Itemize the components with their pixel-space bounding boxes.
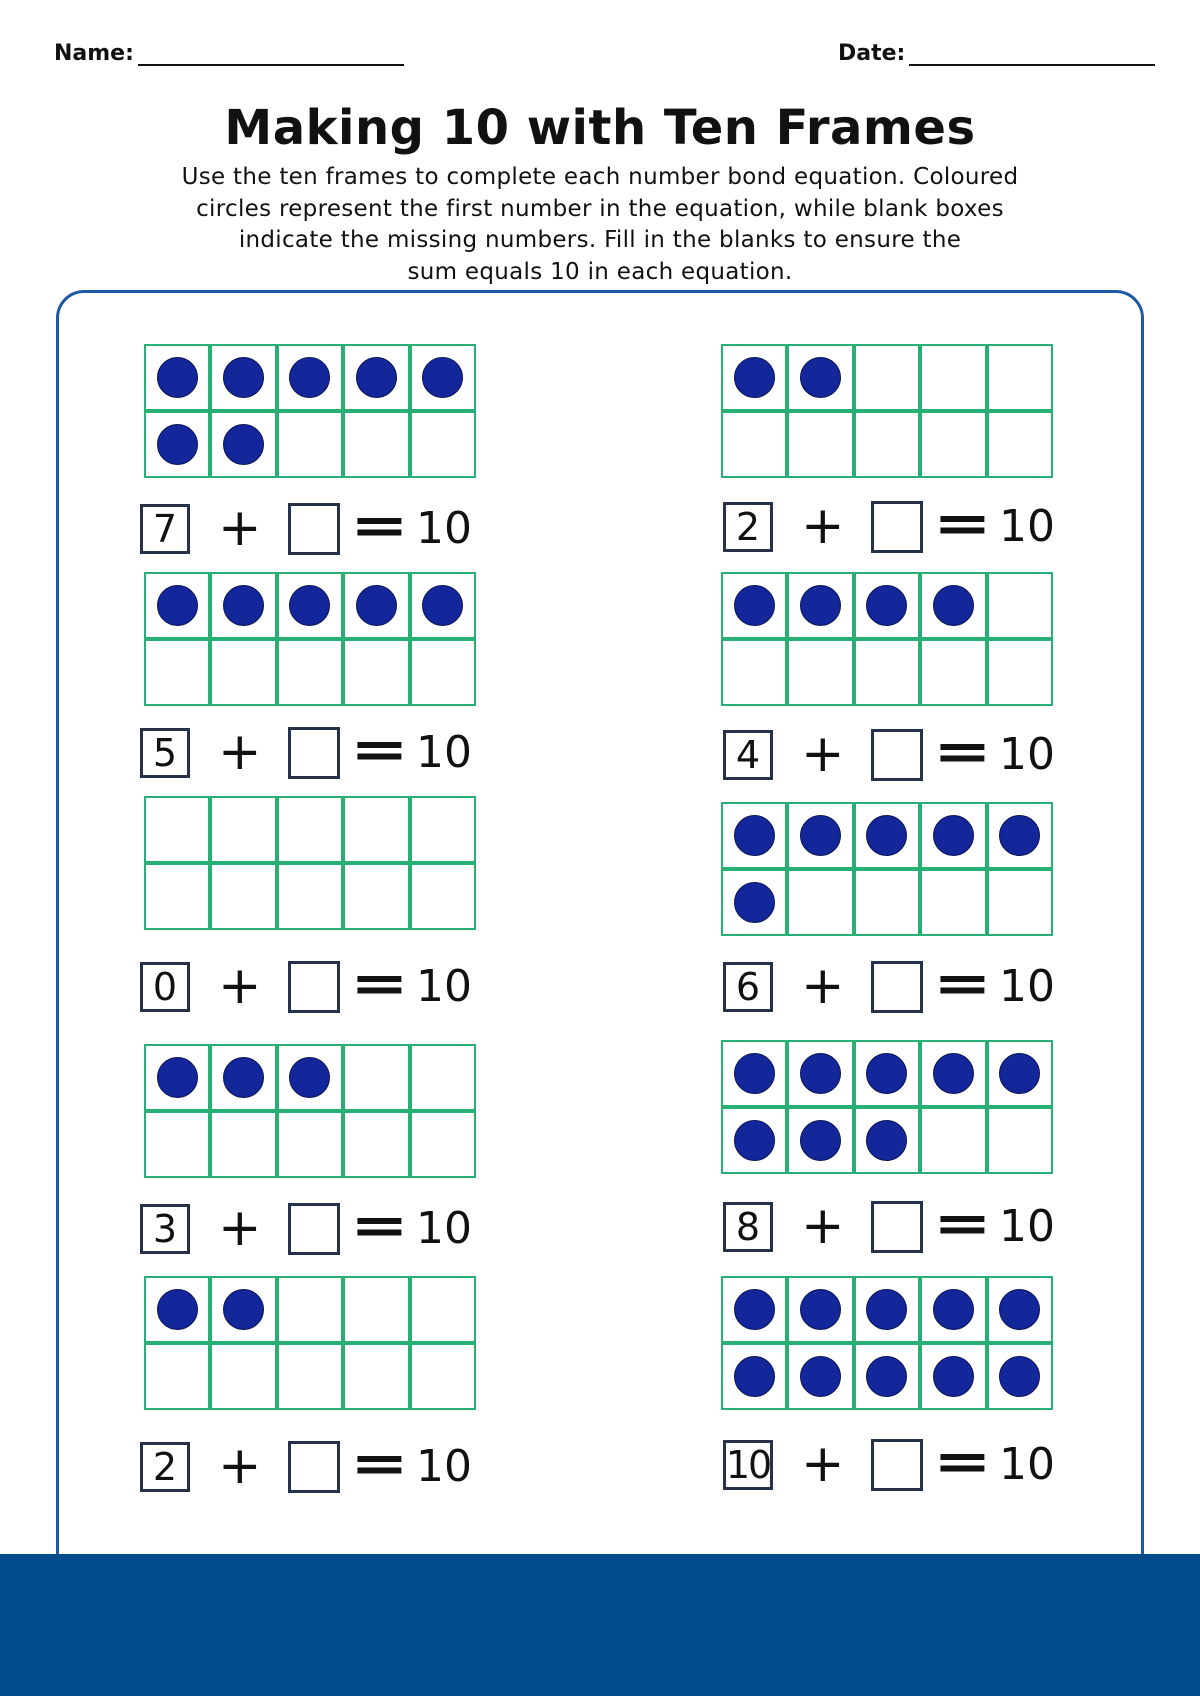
first-number-box: 3 [140,1204,190,1254]
ten-frame-cell [723,574,785,637]
ten-frame-cell [412,346,474,409]
target-sum: 10 [999,961,1055,1012]
ten-frame-cell [345,413,407,476]
counter-dot [734,815,775,856]
ten-frame-cell [146,865,208,928]
ten-frame-cell [345,1113,407,1176]
answer-box[interactable] [871,501,923,553]
counter-dot [866,1120,907,1161]
ten-frame-cell [789,346,851,409]
ten-frame-cell [212,798,274,861]
counter-dot [866,1053,907,1094]
footer-band [0,1554,1200,1696]
ten-frame-cell [412,798,474,861]
counter-dot [734,1053,775,1094]
date-write-line[interactable] [909,38,1155,66]
ten-frame-cell [146,1046,208,1109]
first-number-box: 4 [723,730,773,780]
number-bond-equation [140,954,480,1016]
counter-dot [734,357,775,398]
ten-frame-cell [789,871,851,934]
counter-dot [289,585,330,626]
counter-dot [223,1057,264,1098]
date-label: Date: [838,41,906,66]
counter-dot [734,1289,775,1330]
number-bond-equation [723,1194,1063,1256]
counter-dot [933,585,974,626]
ten-frame-cell [989,1109,1051,1172]
ten-frame-cell [345,574,407,637]
equals-sign: = [933,494,992,554]
counter-dot [289,1057,330,1098]
ten-frame-cell [856,413,918,476]
counter-dot [999,815,1040,856]
ten-frame-cell [989,871,1051,934]
first-number-box: 8 [723,1202,773,1252]
ten-frame-cell [279,1278,341,1341]
answer-box[interactable] [288,961,340,1013]
ten-frame-cell [723,1345,785,1408]
ten-frame-cell [279,574,341,637]
counter-dot [734,585,775,626]
counter-dot [356,585,397,626]
ten-frame-cell [723,1109,785,1172]
ten-frame [721,802,1053,936]
ten-frame-cell [922,641,984,704]
equals-sign: = [350,496,409,556]
ten-frame-cell [789,1345,851,1408]
counter-dot [800,815,841,856]
ten-frame-cell [856,871,918,934]
ten-frame-cell [723,641,785,704]
name-field [54,38,404,66]
plus-sign: + [801,1434,845,1494]
counter-dot [157,424,198,465]
ten-frame-cell [212,413,274,476]
ten-frame-cell [789,804,851,867]
first-number-box: 7 [140,504,190,554]
counter-dot [999,1289,1040,1330]
counter-dot [999,1053,1040,1094]
plus-sign: + [218,956,262,1016]
counter-dot [933,1356,974,1397]
ten-frame-cell [989,1042,1051,1105]
ten-frame [721,1040,1053,1174]
counter-dot [422,585,463,626]
instructions-line: sum equals 10 in each equation. [407,258,793,285]
ten-frame-cell [922,1042,984,1105]
target-sum: 10 [416,961,472,1012]
answer-box[interactable] [288,1441,340,1493]
ten-frame [144,796,476,930]
ten-frame-cell [789,574,851,637]
counter-dot [933,1289,974,1330]
ten-frame-cell [345,1345,407,1408]
ten-frame-cell [856,1109,918,1172]
ten-frame-cell [922,804,984,867]
ten-frame-cell [279,865,341,928]
instructions [110,162,1090,288]
ten-frame-cell [345,641,407,704]
ten-frame-cell [279,346,341,409]
plus-sign: + [218,1436,262,1496]
number-bond-equation [140,1434,480,1496]
counter-dot [734,1120,775,1161]
ten-frame-cell [345,1046,407,1109]
counter-dot [800,1120,841,1161]
ten-frame-cell [412,1046,474,1109]
ten-frame-cell [412,1345,474,1408]
equals-sign: = [933,1432,992,1492]
counter-dot [223,585,264,626]
counter-dot [800,1356,841,1397]
ten-frame-cell [212,865,274,928]
ten-frame-cell [856,641,918,704]
first-number-box: 2 [723,502,773,552]
target-sum: 10 [416,727,472,778]
instructions-line: Use the ten frames to complete each number bond equation. Coloured [181,164,1019,190]
counter-dot [933,1053,974,1094]
ten-frame-cell [279,798,341,861]
ten-frame [721,572,1053,706]
worksheet-title: Making 10 with Ten Frames [224,100,976,156]
equals-sign: = [350,1196,409,1256]
ten-frame [721,1276,1053,1410]
counter-dot [800,1053,841,1094]
number-bond-equation [723,494,1063,556]
answer-box[interactable] [871,1439,923,1491]
equals-sign: = [933,954,992,1014]
ten-frame-cell [989,413,1051,476]
counter-dot [866,585,907,626]
counter-dot [223,424,264,465]
counter-dot [800,1289,841,1330]
counter-dot [356,357,397,398]
equals-sign: = [350,1434,409,1494]
plus-sign: + [801,1196,845,1256]
ten-frame-cell [789,1278,851,1341]
equals-sign: = [350,954,409,1014]
ten-frame-cell [212,574,274,637]
ten-frame-cell [279,1046,341,1109]
counter-dot [734,882,775,923]
ten-frame-cell [856,1042,918,1105]
ten-frame-cell [922,346,984,409]
ten-frame-cell [922,871,984,934]
ten-frame-cell [789,1042,851,1105]
ten-frame-cell [146,641,208,704]
answer-box[interactable] [871,961,923,1013]
target-sum: 10 [999,1439,1055,1490]
number-bond-equation [140,1196,480,1258]
target-sum: 10 [999,501,1055,552]
ten-frame-cell [989,346,1051,409]
counter-dot [800,585,841,626]
ten-frame-cell [989,574,1051,637]
counter-dot [157,1289,198,1330]
equals-sign: = [350,720,409,780]
equals-sign: = [933,1194,992,1254]
counter-dot [933,815,974,856]
counter-dot [999,1356,1040,1397]
ten-frame-cell [212,346,274,409]
counter-dot [223,1289,264,1330]
ten-frame-cell [989,641,1051,704]
ten-frame-cell [856,346,918,409]
ten-frame-cell [146,413,208,476]
answer-box[interactable] [871,1201,923,1253]
equals-sign: = [933,722,992,782]
ten-frame-cell [856,574,918,637]
number-bond-equation [140,496,480,558]
ten-frame-cell [279,641,341,704]
ten-frame-cell [212,641,274,704]
plus-sign: + [218,722,262,782]
ten-frame-cell [856,804,918,867]
plus-sign: + [801,724,845,784]
counter-dot [157,357,198,398]
number-bond-equation [723,1432,1063,1494]
ten-frame [144,344,476,478]
instructions-line: indicate the missing numbers. Fill in the blanks to ensure the [238,227,962,253]
ten-frame-cell [146,798,208,861]
ten-frame-cell [723,413,785,476]
ten-frame-cell [922,574,984,637]
counter-dot [866,1289,907,1330]
date-field [838,38,1155,66]
target-sum: 10 [416,503,472,554]
first-number-box: 2 [140,1442,190,1492]
ten-frame-cell [345,1278,407,1341]
ten-frame-cell [212,1345,274,1408]
answer-box[interactable] [288,1203,340,1255]
plus-sign: + [218,1198,262,1258]
ten-frame-cell [212,1278,274,1341]
target-sum: 10 [999,729,1055,780]
counter-dot [223,357,264,398]
ten-frame-cell [279,413,341,476]
counter-dot [157,1057,198,1098]
ten-frame-cell [789,641,851,704]
ten-frame-cell [922,1278,984,1341]
ten-frame-cell [146,1113,208,1176]
ten-frame-cell [723,1278,785,1341]
ten-frame-cell [412,641,474,704]
first-number-box: 10 [723,1440,773,1490]
ten-frame-cell [412,1113,474,1176]
ten-frame-cell [146,346,208,409]
ten-frame-cell [989,1345,1051,1408]
counter-dot [734,1356,775,1397]
target-sum: 10 [416,1441,472,1492]
plus-sign: + [801,496,845,556]
counter-dot [422,357,463,398]
ten-frame-cell [989,804,1051,867]
ten-frame-cell [279,1113,341,1176]
ten-frame-cell [723,346,785,409]
ten-frame-cell [922,1109,984,1172]
first-number-box: 5 [140,728,190,778]
ten-frame [721,344,1053,478]
number-bond-equation [140,720,480,782]
ten-frame-cell [345,798,407,861]
name-label: Name: [54,41,134,66]
ten-frame-cell [856,1345,918,1408]
ten-frame-cell [723,804,785,867]
counter-dot [866,1356,907,1397]
plus-sign: + [801,956,845,1016]
ten-frame-cell [412,865,474,928]
ten-frame [144,572,476,706]
first-number-box: 0 [140,962,190,1012]
ten-frame [144,1044,476,1178]
ten-frame-cell [989,1278,1051,1341]
number-bond-equation [723,722,1063,784]
target-sum: 10 [999,1201,1055,1252]
first-number-box: 6 [723,962,773,1012]
target-sum: 10 [416,1203,472,1254]
ten-frame-cell [212,1046,274,1109]
ten-frame-cell [345,346,407,409]
ten-frame-cell [856,1278,918,1341]
counter-dot [157,585,198,626]
ten-frame-cell [412,574,474,637]
ten-frame-cell [279,1345,341,1408]
ten-frame [144,1276,476,1410]
ten-frame-cell [212,1113,274,1176]
ten-frame-cell [412,413,474,476]
ten-frame-cell [345,865,407,928]
counter-dot [866,815,907,856]
answer-box[interactable] [288,503,340,555]
answer-box[interactable] [871,729,923,781]
ten-frame-cell [922,413,984,476]
ten-frame-cell [723,1042,785,1105]
instructions-line: circles represent the first number in the equation, while blank boxes [196,195,1004,222]
answer-box[interactable] [288,727,340,779]
ten-frame-cell [146,574,208,637]
counter-dot [289,357,330,398]
plus-sign: + [218,498,262,558]
number-bond-equation [723,954,1063,1016]
ten-frame-cell [789,413,851,476]
ten-frame-cell [412,1278,474,1341]
ten-frame-cell [789,1109,851,1172]
name-write-line[interactable] [138,38,404,66]
ten-frame-cell [723,871,785,934]
counter-dot [800,357,841,398]
ten-frame-cell [146,1278,208,1341]
ten-frame-cell [922,1345,984,1408]
ten-frame-cell [146,1345,208,1408]
